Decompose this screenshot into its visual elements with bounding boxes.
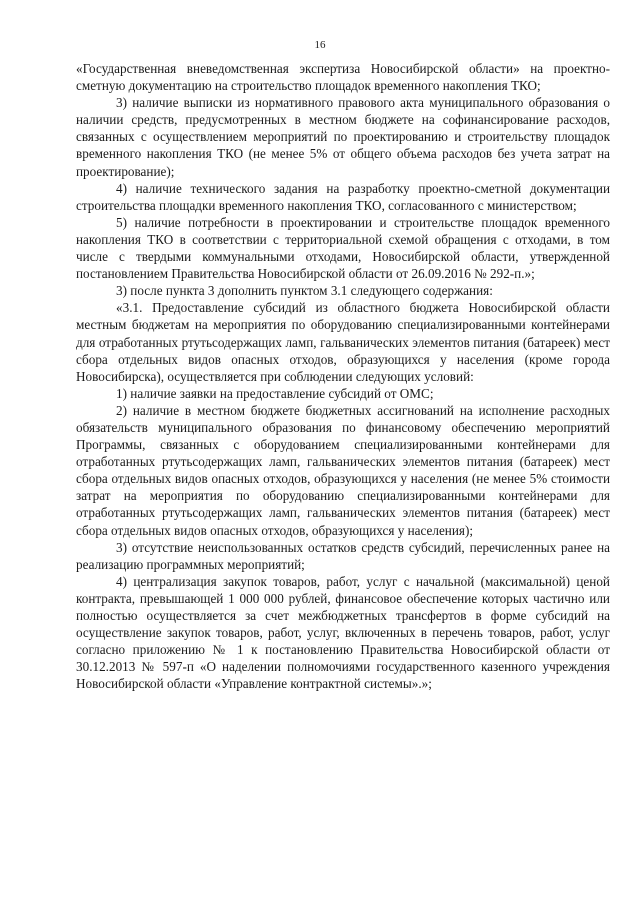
paragraph-amendment-3: 3) после пункта 3 дополнить пунктом 3.1 следующего содержания: [116,283,493,299]
page-number: 16 [314,39,326,51]
paragraph-condition-3-budget-extract: 3) наличие выписки из нормативного правового акта муниципального образования о наличии средств, предусмотренных в местном бюджете на софинансирование расходов, связанных с осуществлением мероприятий по проектированию и строительству площадок временного накопления ТКО (не менее 5% от общего объема расходов без учета затрат на проектирование); [76,95,610,179]
paragraph-condition-3-no-balances: 3) отсутствие неиспользованных остатков средств субсидий, перечисленных ранее на реализацию программных мероприятий; [76,539,610,572]
paragraph-condition-1-application: 1) наличие заявки на предоставление субсидий от ОМС; [116,385,434,401]
paragraph-condition-4-technical-task: 4) наличие технического задания на разработку проектно-сметной документации строительства площадки временного накопления ТКО, согласованного с министерством; [76,180,610,213]
paragraph-condition-2-allocations: 2) наличие в местном бюджете бюджетных ассигнований на исполнение расходных обязательств муниципального образования по финансовому обеспечению мероприятий Программы, связанных с оборудованием специализированными контейнерами для отработанных ртутьсодержащих ламп, гальванических элементов питания (батареек) мест сбора отдельных видов опасных отходов, образующихся у населения (не менее 5% стоимости затрат на мероприятия по оборудованию специализированными контейнерами для отработанных ртутьсодержащих ламп, гальванических элементов питания (батареек) мест сбора отдельных видов опасных отходов, образующихся у населения); [76,402,610,538]
paragraph-condition-4-centralization: 4) централизация закупок товаров, работ, услуг с начальной (максимальной) ценой контракта, превышающей 1 000 000 рублей, финансовое обеспечение которых частично или полностью осуществляется за счет межбюджетных трансфертов в форме субсидий на осуществление закупок товаров, работ, услуг, включенных в перечень товаров, работ, услуг согласно приложению № 1 к постановлению Правительства Новосибирской области от 30.12.2013 № 597-п «О наделении полномочиями государственного казенного учреждения Новосибирской области «Управление контрактной системы».»; [76,573,610,692]
paragraph-condition-5-need: 5) наличие потребности в проектировании и строительстве площадок временного накопления ТКО в соответствии с территориальной схемой обращения с отходами, в том числе с твердыми коммунальными отходами, Новосибирской области, утвержденной постановлением Правительства Новосибирской области от 26.09.2016 № 292-п.»; [76,214,610,282]
paragraph-expertise-continuation: «Государственная вневедомственная экспертиза Новосибирской области» на проектно-сметную документацию на строительство площадок временного накопления ТКО; [76,61,610,94]
document-body [76,60,610,692]
paragraph-section-3-1: «3.1. Предоставление субсидий из областного бюджета Новосибирской области местным бюджетам на мероприятия по оборудованию специализированными контейнерами для отработанных ртутьсодержащих ламп, гальванических элементов питания (батареек) мест сбора отдельных видов опасных отходов, образующихся у населения (кроме города Новосибирска), осуществляется при соблюдении следующих условий: [76,300,610,384]
